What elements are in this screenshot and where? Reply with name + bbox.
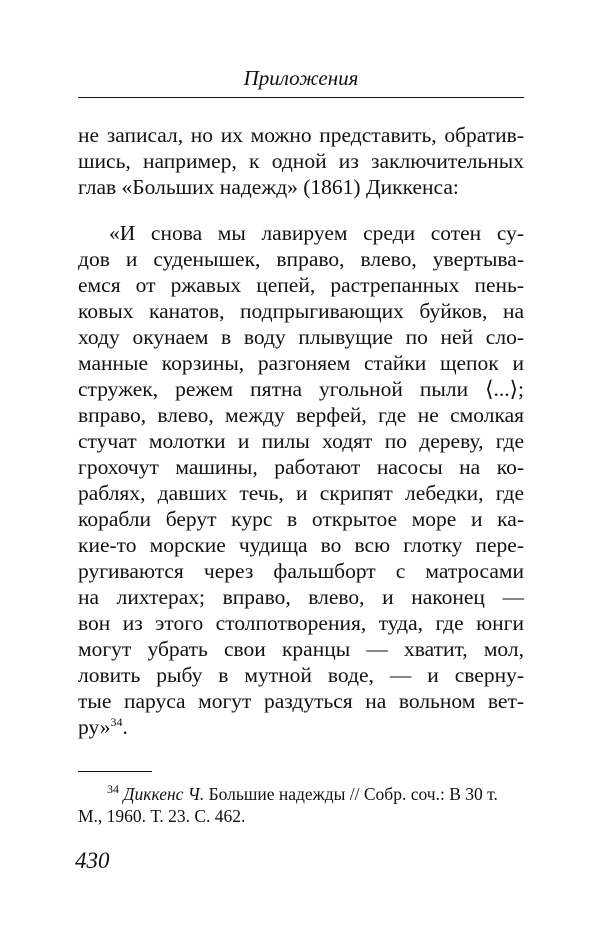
quote-line: могут убрать свои кранцы — хватит, мол,: [78, 637, 524, 661]
footnote-number: 34: [107, 782, 119, 797]
quote-line: раблях, давших течь, и скрипят лебедки, где: [78, 481, 524, 505]
quote-line: ловить рыбу в мутной воде, — и сверну-: [78, 663, 524, 687]
quote-line: кие-то морские чудища во всю глотку пере-: [78, 533, 524, 557]
footnote-line-2: М., 1960. Т. 23. С. 462.: [78, 806, 246, 826]
quote-line: вправо, влево, между верфей, где не смолкая: [78, 403, 524, 427]
quote-line: на лихтерах; вправо, влево, и наконец —: [78, 585, 524, 609]
quote-last-line: ру»$^{34}$.: [78, 714, 128, 739]
quote-line: ругиваются через фальшборт с матросами: [78, 559, 524, 583]
quote-line: корабли берут курс в открытое море и ка-: [78, 507, 524, 531]
body-text-line: шись, например, к одной из заключительных: [78, 149, 524, 173]
quote-line: грохочут машины, работают насосы на ко-: [78, 455, 524, 479]
quote-line: тые паруса могут раздуться на вольном вет-: [78, 689, 524, 713]
footnote-reference: 34: [110, 714, 123, 729]
quote-line: стружек, режем пятна угольной пыли ⟨...⟩;: [78, 377, 524, 401]
footnote: [107, 783, 524, 805]
quote-line: вон из этого столпотворения, туда, где юнги: [78, 611, 524, 635]
body-text-line: не записал, но их можно представить, обратив-: [78, 123, 524, 147]
body-text-line: глав «Больших надежд» (1861) Диккенса:: [78, 175, 459, 199]
footnote-author: Диккенс Ч.: [123, 784, 205, 804]
header-rule: [78, 97, 524, 98]
quote-line: стучат молотки и пилы ходят по дереву, где: [78, 429, 524, 453]
quote-line: «И снова мы лавируем среди сотен су-: [109, 221, 524, 245]
quote-line: ходу окунаем в воду плывущие по ней сло-: [78, 325, 524, 349]
quote-line: емся от ржавых цепей, растрепанных пень-: [78, 273, 524, 297]
footnote-rule: [78, 771, 152, 772]
quote-line: манные корзины, разгоняем стайки щепок и: [78, 351, 524, 375]
quote-line: дов и суденышек, вправо, влево, увертыва-: [78, 247, 524, 271]
running-head: Приложения: [243, 66, 359, 90]
page-number: 430: [75, 848, 110, 873]
quote-line: ковых канатов, подпрыгивающих буйков, на: [78, 299, 524, 323]
quote-last-text: ру»: [78, 715, 111, 739]
footnote-source: Большие надежды // Собр. соч.: В 30 т.: [204, 784, 498, 804]
